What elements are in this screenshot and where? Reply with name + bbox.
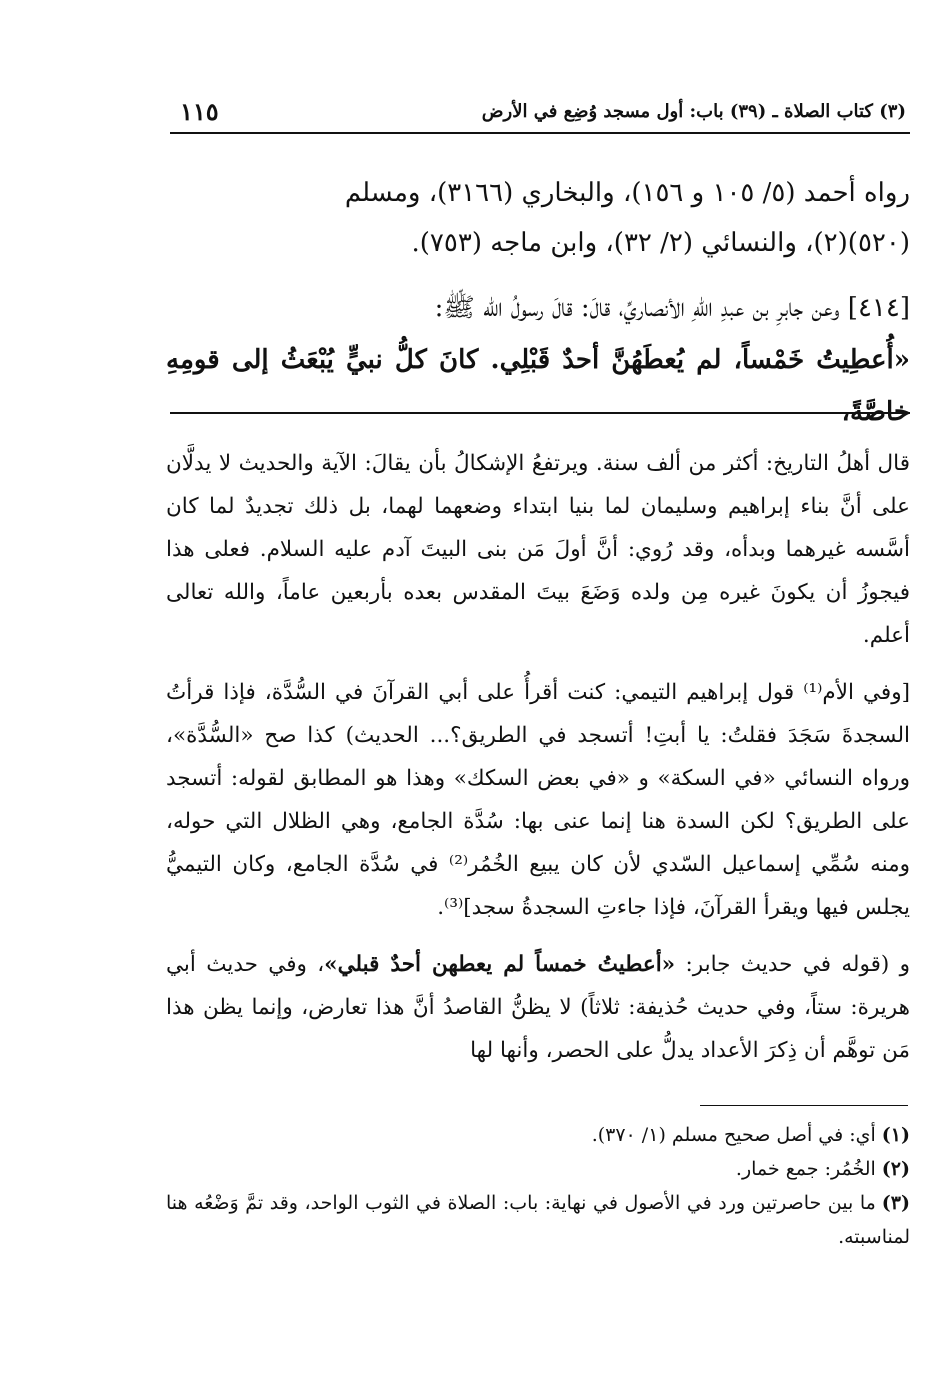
commentary-p3-label: و (قوله في حديث جابر: bbox=[685, 952, 910, 977]
hadith-quote: «أُعطِيتُ خَمْساً، لم يُعطَهُنَّ أحدٌ قَبْلِي. كانَ كلُّ نبيٍّ يُبْعَثُ إلى قومِهِ خاصَّةً، bbox=[166, 345, 910, 427]
footnote-text: أي: في أصل صحيح مسلم (١/ ٣٧٠). bbox=[591, 1124, 876, 1146]
hadith-intro: [٤١٤] وعن جابرِ بن عبدِ اللهِ الأنصاريِّ، قالَ: قالَ رسولُ الله ﷺ: bbox=[434, 293, 910, 323]
commentary-p3-quote: «أعطيتُ خمساً لم يعطهن أحدٌ قبلي» bbox=[324, 952, 676, 977]
footnote-number: (٢) bbox=[881, 1158, 910, 1180]
commentary-block bbox=[166, 442, 910, 1086]
citation-line-2: (٥٢٠)(٢)، والنسائي (٢/ ٣٢)، وابن ماجه (٧٥٣). bbox=[411, 228, 910, 258]
commentary-paragraph-1: قال أهلُ التاريخ: أكثر من ألف سنة. ويرتفعُ الإشكالُ بأن يقالَ: الآية والحديث لا يدلَّان على أنَّ بناء إبراهيم وسليمان لما بنيا ابتداء وضعهما لهما، بل ذلك تجديدٌ لما كان أسَّسه غيرهما وبدأه، وقد رُوي: أنَّ أولَ مَن بنى البيتَ آدم عليه السلام. فعلى هذا فيجوزُ أن يكونَ غيره مِن ولده وَضَعَ بيتَ المقدس بعده بأربعين عاماً، والله تعالى أعلم. bbox=[166, 451, 910, 648]
footnote-2 bbox=[166, 1152, 910, 1186]
page-header bbox=[170, 95, 910, 133]
footnote-divider bbox=[700, 1105, 908, 1106]
footnote-1 bbox=[166, 1118, 910, 1152]
footnote-text: الخُمُر: جمع خمار. bbox=[735, 1158, 876, 1180]
header-rule bbox=[170, 132, 910, 134]
citation-line-1: رواه أحمد (٥/ ١٠٥ و ١٥٦)، والبخاري (٣١٦٦)، ومسلم bbox=[344, 178, 910, 208]
footnote-number: (١) bbox=[881, 1124, 910, 1146]
commentary-paragraph-3 bbox=[166, 943, 910, 1072]
commentary-p3-rest: ، وفي حديث أبي هريرة: ستاً، وفي حديث حُذيفة: ثلاثاً) لا يظنُّ القاصدُ أنَّ هذا تعارض، وإنما يظن هذا مَن توهَّم أن ذِكرَ الأعداد يدلُّ على الحصر، وأنها لها bbox=[166, 952, 910, 1063]
running-title: (٣) كتاب الصلاة ـ (٣٩) باب: أول مسجد وُضِع في الأرض bbox=[481, 101, 906, 122]
footnotes-block bbox=[166, 1118, 910, 1254]
page-number: ١١٥ bbox=[180, 97, 219, 126]
section-divider bbox=[170, 412, 910, 414]
commentary-paragraph-2: [وفي الأم⁽¹⁾ قول إبراهيم التيمي: كنت أقرأُ على أبي القرآنَ في السُّدَّة، فإذا قرأتُ السجدةَ سَجَدَ فقلتُ: يا أبتِ! أتسجد في الطريق؟... الحديث) كذا صح «السُّدَّة»، ورواه النسائي «في السكة» و «في بعض السكك» وهذا هو المطابق لقوله: أتسجد على الطريق؟ لكن السدة هنا إنما عنى بها: سُدَّة الجامع، وهي الظلال التي حوله، ومنه سُمِّي إسماعيل السّدي لأن كان يبيع الخُمُر⁽²⁾ في سُدَّة الجامع، وكان التيميُّ يجلس فيها ويقرأ القرآنَ، فإذا جاءتِ السجدةُ سجد]⁽³⁾. bbox=[166, 680, 910, 920]
hadith-block bbox=[166, 282, 910, 438]
footnote-number: (٣) bbox=[881, 1192, 910, 1214]
citation-block bbox=[166, 168, 910, 268]
footnote-text: ما بين حاصرتين ورد في الأصول في نهاية: باب: الصلاة في الثوب الواحد، وقد تمَّ وَضْعُه هنا لمناسبته. bbox=[166, 1192, 910, 1248]
footnote-3 bbox=[166, 1186, 910, 1254]
